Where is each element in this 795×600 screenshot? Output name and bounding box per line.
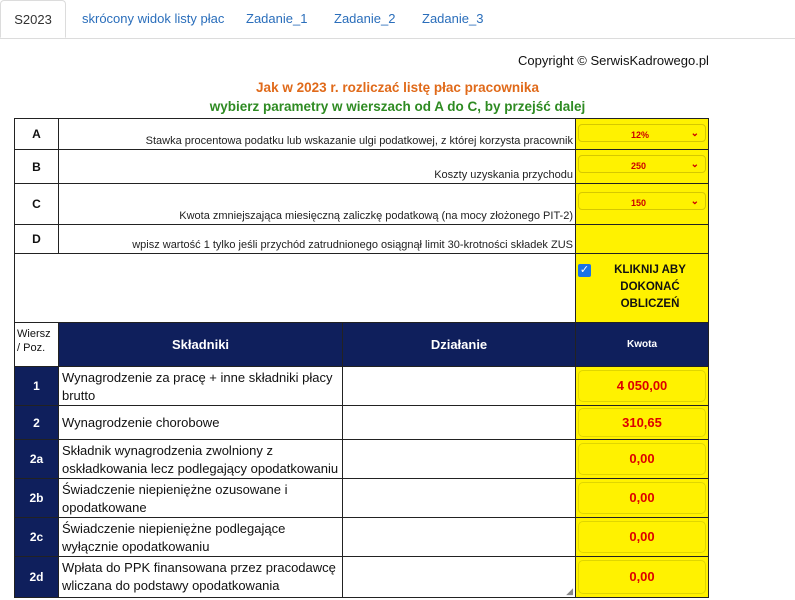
header-amount: Kwota: [575, 322, 709, 367]
row-amount[interactable]: 0,00: [578, 560, 706, 594]
param-text-d: wpisz wartość 1 tylko jeśli przychód zatrudnionego osiągnął limit 30-krotności składek ZUS: [58, 224, 576, 254]
param-label-d: D: [14, 224, 59, 254]
row-amount[interactable]: 0,00: [578, 521, 706, 553]
row-name: Świadczenie niepieniężne podlegające wyłącznie opodatkowaniu: [58, 517, 343, 557]
header-row-num: Wiersz / Poz.: [14, 322, 59, 367]
calc-checkbox[interactable]: ✓: [579, 264, 590, 276]
header-components: Składniki: [58, 322, 343, 367]
tab-zadanie-2[interactable]: Zadanie_2: [334, 11, 396, 26]
page-title: Jak w 2023 r. rozliczać listę płac pracownika: [256, 80, 539, 95]
chevron-down-icon: ⌄: [690, 159, 699, 170]
row-name: Wynagrodzenie chorobowe: [58, 405, 343, 440]
param-select-b-value: 250: [631, 161, 647, 171]
param-select-c[interactable]: [578, 192, 706, 210]
param-text-b: Koszty uzyskania przychodu: [58, 149, 576, 184]
row-action: [342, 366, 576, 406]
row-amount[interactable]: 310,65: [578, 408, 706, 437]
resize-handle-icon[interactable]: ◢: [566, 586, 573, 596]
param-text-c: Kwota zmniejszająca miesięczną zaliczkę podatkową (na mocy złożonego PIT-2): [58, 183, 576, 225]
tab-zadanie-3[interactable]: Zadanie_3: [422, 11, 484, 26]
header-action: Działanie: [342, 322, 576, 367]
row-action: [342, 405, 576, 440]
row-action: [342, 517, 576, 557]
row-num: 2c: [14, 517, 59, 557]
param-input-d[interactable]: [575, 224, 709, 254]
param-text-a: Stawka procentowa podatku lub wskazanie ulgi podatkowej, z której korzysta pracownik: [58, 118, 576, 150]
row-amount[interactable]: 0,00: [578, 443, 706, 475]
param-select-a[interactable]: [578, 124, 706, 142]
row-name: Świadczenie niepieniężne ozusowane i opodatkowane: [58, 478, 343, 518]
tab-zadanie-1[interactable]: Zadanie_1: [246, 11, 308, 26]
row-num: 2b: [14, 478, 59, 518]
chevron-down-icon: ⌄: [690, 128, 699, 139]
spacer-cell: [14, 253, 576, 323]
param-select-a-value: 12%: [631, 130, 650, 140]
tab-s2023[interactable]: S2023: [0, 0, 66, 38]
param-label-c: C: [14, 183, 59, 225]
param-label-b: B: [14, 149, 59, 184]
row-name: Wpłata do PPK finansowana przez pracodawcę wliczana do podstawy opodatkowania: [58, 556, 343, 598]
page-subtitle: wybierz parametry w wierszach od A do C, by przejść dalej: [209, 99, 586, 114]
row-num: 2d: [14, 556, 59, 598]
row-action-textarea[interactable]: [342, 556, 576, 598]
calc-checkbox-label[interactable]: KLIKNIJ ABY DOKONAĆ OBLICZEŃ: [614, 264, 686, 310]
copyright-text: Copyright © SerwisKadrowego.pl: [518, 53, 709, 68]
row-action: [342, 478, 576, 518]
chevron-down-icon: ⌄: [690, 196, 699, 207]
row-num: 2: [14, 405, 59, 440]
row-name: Wynagrodzenie za pracę + inne składniki płacy brutto: [58, 366, 343, 406]
row-amount[interactable]: 0,00: [578, 482, 706, 514]
tab-skrocony-widok[interactable]: skrócony widok listy płac: [82, 11, 225, 26]
param-select-c-value: 150: [631, 198, 647, 208]
row-name: Składnik wynagrodzenia zwolniony z oskładkowania lecz podlegający opodatkowaniu: [58, 439, 343, 479]
row-amount[interactable]: 4 050,00: [578, 370, 706, 402]
row-action: [342, 439, 576, 479]
param-select-b[interactable]: [578, 155, 706, 173]
param-label-a: A: [14, 118, 59, 150]
tab-bar: [0, 0, 795, 39]
row-num: 1: [14, 366, 59, 406]
row-num: 2a: [14, 439, 59, 479]
